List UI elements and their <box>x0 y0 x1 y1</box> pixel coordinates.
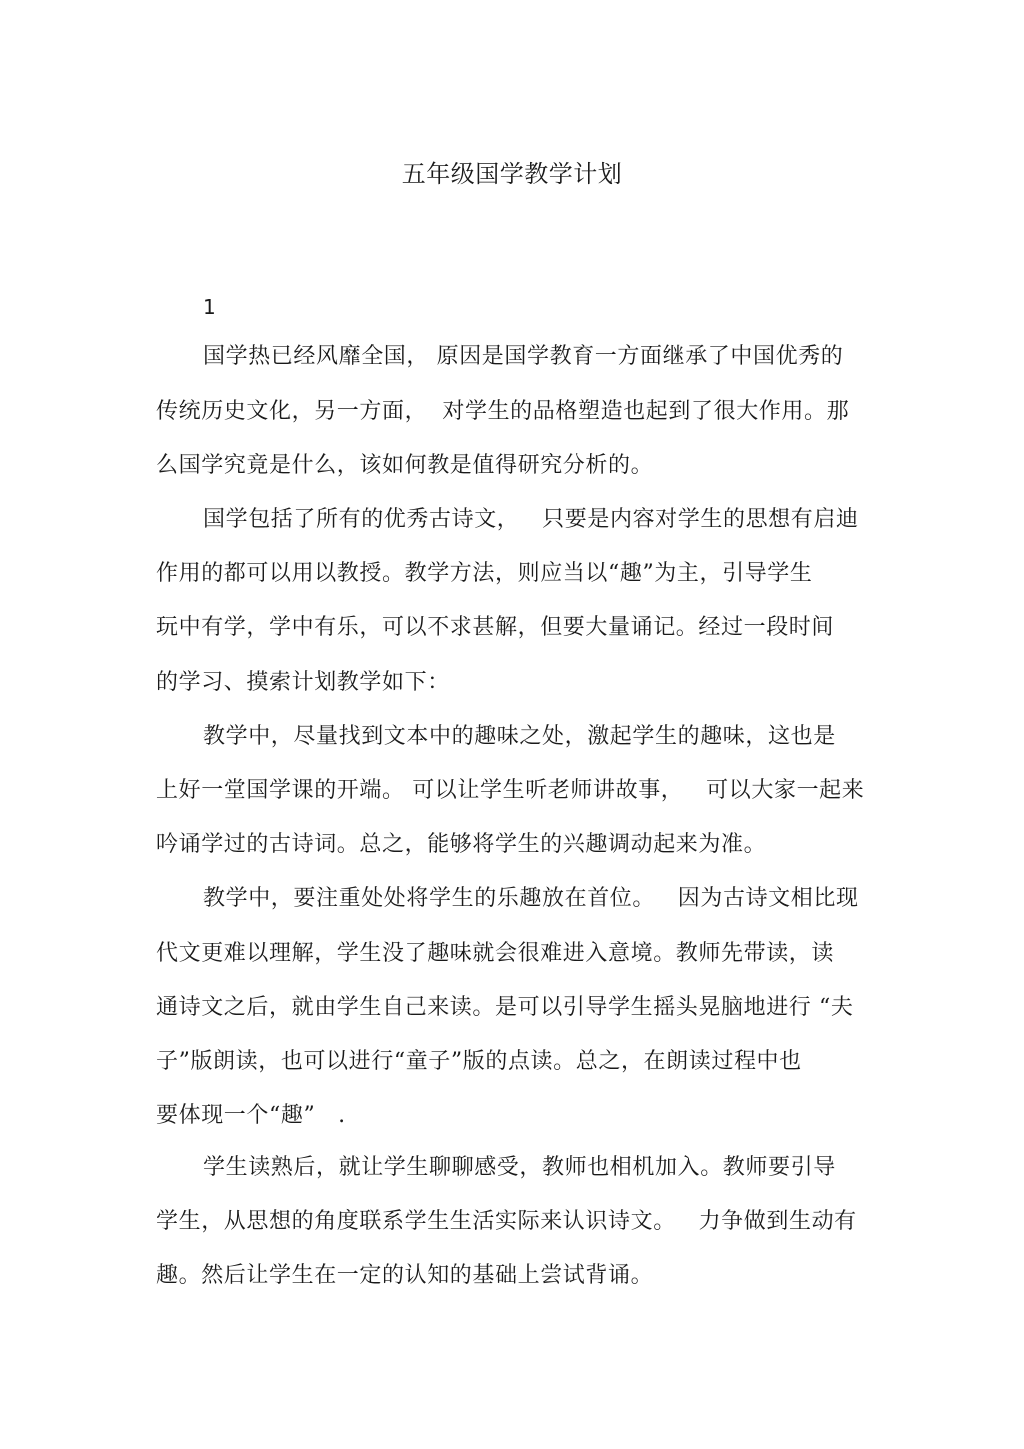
paragraph-line: 上好一堂国学课的开端。 可以让学生听老师讲故事， 可以大家一起来 <box>156 778 865 803</box>
document-title: 五年级国学教学计划 <box>401 160 623 188</box>
paragraph-line: 要体现一个“趣” . <box>156 1103 346 1128</box>
paragraph-line: 的学习、摸索计划教学如下： <box>156 670 450 695</box>
paragraph-line: 教学中，尽量找到文本中的趣味之处，激起学生的趣味，这也是 <box>203 724 836 749</box>
paragraph-line: 吟诵学过的古诗词。总之，能够将学生的兴趣调动起来为准。 <box>156 832 767 857</box>
paragraph-line: 传统历史文化，另一方面， 对学生的品格塑造也起到了很大作用。那 <box>156 399 850 424</box>
paragraph-line: 作用的都可以用以教授。教学方法，则应当以“趣”为主，引导学生 <box>156 561 813 586</box>
paragraph-line: 教学中，要注重处处将学生的乐趣放在首位。 因为古诗文相比现 <box>203 886 859 911</box>
paragraph-line: 代文更难以理解，学生没了趣味就会很难进入意境。教师先带读，读 <box>156 941 835 966</box>
paragraph-line: 玩中有学，学中有乐，可以不求甚解，但要大量诵记。经过一段时间 <box>156 615 835 640</box>
paragraph-line: 趣。然后让学生在一定的认知的基础上尝试背诵。 <box>156 1263 654 1288</box>
section-number: 1 <box>203 295 216 319</box>
paragraph-line: 子”版朗读，也可以进行“童子”版的点读。总之，在朗读过程中也 <box>156 1049 802 1074</box>
paragraph-line: 么国学究竟是什么，该如何教是值得研究分析的。 <box>156 453 654 478</box>
paragraph-line: 学生，从思想的角度联系学生生活实际来认识诗文。 力争做到生动有 <box>156 1209 857 1234</box>
paragraph-line: 国学热已经风靡全国， 原因是国学教育一方面继承了中国优秀的 <box>203 344 844 369</box>
paragraph-line: 学生读熟后，就让学生聊聊感受，教师也相机加入。教师要引导 <box>203 1155 836 1180</box>
paragraph-line: 国学包括了所有的优秀古诗文， 只要是内容对学生的思想有启迪 <box>203 507 859 532</box>
paragraph-line: 通诗文之后，就由学生自己来读。是可以引导学生摇头晃脑地进行 “夫 <box>156 995 854 1020</box>
